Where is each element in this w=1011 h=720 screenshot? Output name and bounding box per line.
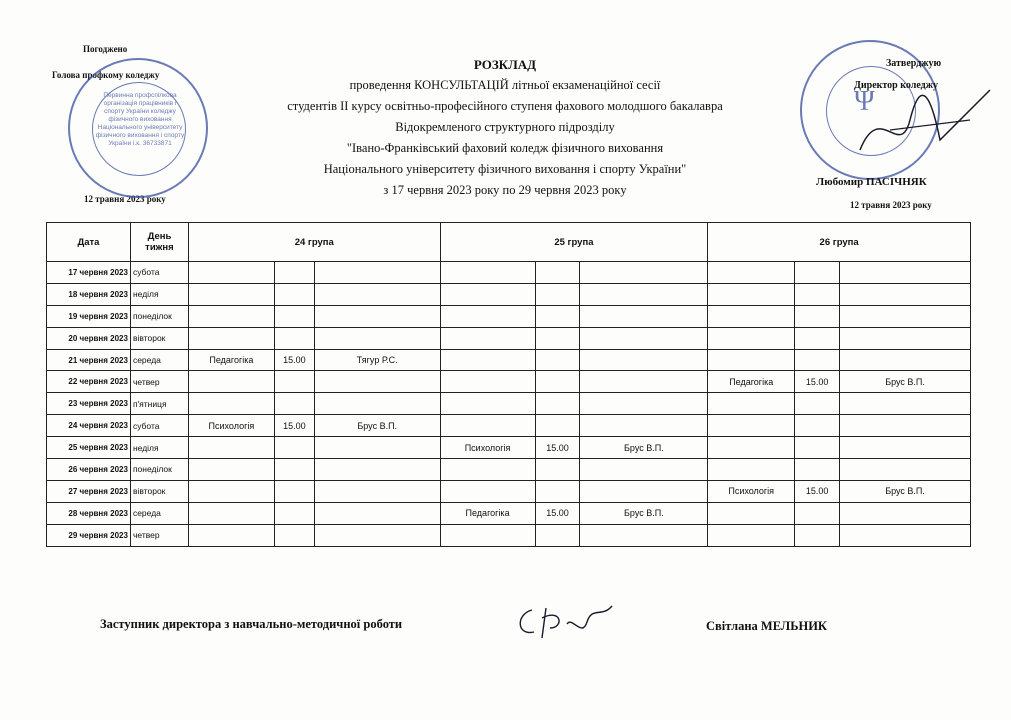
- table-row: [47, 305, 971, 327]
- group-25-subject-cell: Психологія: [440, 437, 535, 459]
- date-cell: 18 червня 2023: [47, 283, 131, 305]
- date-cell: 23 червня 2023: [47, 393, 131, 415]
- group-25-subject-cell: [440, 283, 535, 305]
- group-24-subject-cell: [188, 305, 274, 327]
- day-cell: п'ятниця: [130, 393, 188, 415]
- approval-left-date: 12 травня 2023 року: [84, 194, 166, 204]
- date-cell: 28 червня 2023: [47, 502, 131, 524]
- group-26-header: 26 група: [708, 223, 971, 262]
- group-25-teacher-cell: [580, 283, 708, 305]
- group-25-teacher-cell: [580, 415, 708, 437]
- table-row: [47, 437, 971, 459]
- group-24-teacher-cell: [314, 371, 440, 393]
- table-row: [47, 327, 971, 349]
- deputy-signature: [512, 598, 622, 648]
- group-24-time-cell: [274, 262, 314, 284]
- document-header: [260, 54, 750, 201]
- group-26-teacher-cell: [840, 524, 971, 546]
- approval-right-name: Любомир ПАСІЧНЯК: [816, 176, 927, 188]
- group-26-teacher-cell: Брус В.П.: [840, 480, 971, 502]
- group-26-time-cell: [795, 393, 840, 415]
- group-24-teacher-cell: [314, 283, 440, 305]
- group-26-subject-cell: [708, 459, 795, 481]
- group-25-teacher-cell: Брус В.П.: [580, 502, 708, 524]
- group-24-time-cell: 15.00: [274, 415, 314, 437]
- group-26-time-cell: [795, 349, 840, 371]
- group-24-time-cell: [274, 480, 314, 502]
- group-26-time-cell: [795, 524, 840, 546]
- day-cell: понеділок: [130, 305, 188, 327]
- group-24-time-cell: [274, 502, 314, 524]
- table-header-row: [47, 223, 971, 262]
- group-24-teacher-cell: [314, 327, 440, 349]
- group-24-teacher-cell: [314, 459, 440, 481]
- group-25-subject-cell: [440, 524, 535, 546]
- group-26-teacher-cell: [840, 437, 971, 459]
- group-26-time-cell: 15.00: [795, 480, 840, 502]
- group-25-teacher-cell: [580, 393, 708, 415]
- group-25-subject-cell: [440, 371, 535, 393]
- group-25-subject-cell: [440, 415, 535, 437]
- footer-position: Заступник директора з навчально-методичної роботи: [100, 617, 403, 631]
- date-cell: 24 червня 2023: [47, 415, 131, 437]
- group-24-subject-cell: [188, 327, 274, 349]
- group-24-teacher-cell: [314, 437, 440, 459]
- day-cell: неділя: [130, 437, 188, 459]
- schedule-table: [46, 222, 971, 547]
- group-26-teacher-cell: [840, 262, 971, 284]
- group-24-subject-cell: [188, 283, 274, 305]
- col-date-header: Дата: [47, 223, 131, 262]
- date-cell: 21 червня 2023: [47, 349, 131, 371]
- group-25-time-cell: [535, 524, 580, 546]
- group-24-header: 24 група: [188, 223, 440, 262]
- day-cell: вівторок: [130, 480, 188, 502]
- director-signature: [850, 80, 1000, 170]
- group-24-teacher-cell: [314, 502, 440, 524]
- group-26-teacher-cell: [840, 283, 971, 305]
- group-24-subject-cell: [188, 437, 274, 459]
- date-cell: 29 червня 2023: [47, 524, 131, 546]
- group-26-time-cell: [795, 459, 840, 481]
- group-25-time-cell: [535, 349, 580, 371]
- day-cell: середа: [130, 349, 188, 371]
- group-26-teacher-cell: [840, 415, 971, 437]
- group-26-subject-cell: [708, 283, 795, 305]
- date-cell: 19 червня 2023: [47, 305, 131, 327]
- group-24-subject-cell: [188, 371, 274, 393]
- group-24-time-cell: [274, 437, 314, 459]
- header-line-4: "Івано-Франківський фаховий коледж фізичного виховання: [346, 141, 664, 155]
- day-cell: понеділок: [130, 459, 188, 481]
- group-26-time-cell: 15.00: [795, 371, 840, 393]
- group-25-teacher-cell: [580, 305, 708, 327]
- group-26-subject-cell: [708, 415, 795, 437]
- group-25-teacher-cell: [580, 349, 708, 371]
- group-26-subject-cell: [708, 393, 795, 415]
- date-cell: 22 червня 2023: [47, 371, 131, 393]
- group-25-teacher-cell: [580, 480, 708, 502]
- group-25-time-cell: [535, 262, 580, 284]
- table-row: [47, 371, 971, 393]
- table-row: [47, 393, 971, 415]
- table-row: [47, 524, 971, 546]
- group-24-time-cell: [274, 305, 314, 327]
- group-26-subject-cell: Психологія: [708, 480, 795, 502]
- group-25-time-cell: [535, 327, 580, 349]
- group-26-subject-cell: [708, 349, 795, 371]
- day-cell: неділя: [130, 283, 188, 305]
- date-cell: 20 червня 2023: [47, 327, 131, 349]
- group-25-subject-cell: [440, 349, 535, 371]
- group-24-time-cell: [274, 459, 314, 481]
- table-row: [47, 415, 971, 437]
- group-25-time-cell: [535, 393, 580, 415]
- group-26-time-cell: [795, 437, 840, 459]
- group-24-time-cell: [274, 283, 314, 305]
- group-24-subject-cell: Педагогіка: [188, 349, 274, 371]
- group-25-subject-cell: Педагогіка: [440, 502, 535, 524]
- group-26-subject-cell: [708, 327, 795, 349]
- group-25-teacher-cell: [580, 327, 708, 349]
- group-25-teacher-cell: [580, 524, 708, 546]
- approval-right-label: Затверджую: [886, 58, 942, 69]
- group-25-teacher-cell: [580, 459, 708, 481]
- approval-left-label: Погоджено: [83, 44, 128, 54]
- group-24-subject-cell: [188, 480, 274, 502]
- group-26-time-cell: [795, 415, 840, 437]
- group-26-subject-cell: [708, 437, 795, 459]
- group-24-teacher-cell: [314, 393, 440, 415]
- col-day-header: День тижня: [130, 223, 188, 262]
- table-row: [47, 459, 971, 481]
- group-26-teacher-cell: [840, 327, 971, 349]
- group-24-subject-cell: [188, 459, 274, 481]
- approval-right-title: Директор коледжу: [854, 80, 938, 91]
- footer-name: Світлана МЕЛЬНИК: [706, 619, 827, 633]
- group-24-teacher-cell: Брус В.П.: [314, 415, 440, 437]
- group-24-teacher-cell: [314, 262, 440, 284]
- group-25-time-cell: 15.00: [535, 502, 580, 524]
- group-26-subject-cell: [708, 524, 795, 546]
- trident-icon: Ψ: [854, 86, 875, 117]
- group-24-time-cell: [274, 371, 314, 393]
- group-25-subject-cell: [440, 305, 535, 327]
- group-24-teacher-cell: Тягур Р.С.: [314, 349, 440, 371]
- group-26-subject-cell: [708, 305, 795, 327]
- group-25-teacher-cell: Брус В.П.: [580, 437, 708, 459]
- group-26-time-cell: [795, 327, 840, 349]
- group-25-time-cell: [535, 415, 580, 437]
- group-26-teacher-cell: [840, 459, 971, 481]
- group-24-subject-cell: Психологія: [188, 415, 274, 437]
- date-cell: 17 червня 2023: [47, 262, 131, 284]
- group-26-teacher-cell: [840, 393, 971, 415]
- day-cell: вівторок: [130, 327, 188, 349]
- group-25-teacher-cell: [580, 262, 708, 284]
- group-24-subject-cell: [188, 502, 274, 524]
- document-title: РОЗКЛАД: [473, 57, 537, 72]
- group-26-teacher-cell: Брус В.П.: [840, 371, 971, 393]
- header-line-3: Відокремленого структурного підрозділу: [395, 120, 615, 134]
- group-24-teacher-cell: [314, 524, 440, 546]
- header-line-1: проведення КОНСУЛЬТАЦІЙ літньої екзаменаційної сесії: [349, 78, 661, 92]
- group-25-time-cell: [535, 283, 580, 305]
- group-26-teacher-cell: [840, 305, 971, 327]
- group-24-time-cell: [274, 524, 314, 546]
- group-25-subject-cell: [440, 480, 535, 502]
- group-26-subject-cell: Педагогіка: [708, 371, 795, 393]
- group-25-time-cell: [535, 480, 580, 502]
- date-cell: 27 червня 2023: [47, 480, 131, 502]
- day-cell: субота: [130, 415, 188, 437]
- union-stamp: [68, 58, 208, 198]
- group-25-teacher-cell: [580, 371, 708, 393]
- group-25-subject-cell: [440, 459, 535, 481]
- group-25-subject-cell: [440, 327, 535, 349]
- day-cell: четвер: [130, 524, 188, 546]
- group-25-time-cell: 15.00: [535, 437, 580, 459]
- group-25-time-cell: [535, 459, 580, 481]
- header-line-2: студентів ІІ курсу освітньо-професійного ступеня фахового молодшого бакалавра: [287, 99, 723, 113]
- group-26-teacher-cell: [840, 349, 971, 371]
- day-cell: субота: [130, 262, 188, 284]
- day-cell: середа: [130, 502, 188, 524]
- group-24-subject-cell: [188, 262, 274, 284]
- date-cell: 25 червня 2023: [47, 437, 131, 459]
- table-row: [47, 283, 971, 305]
- table-row: [47, 349, 971, 371]
- approval-right-date: 12 травня 2023 року: [850, 200, 932, 210]
- group-25-time-cell: [535, 305, 580, 327]
- group-26-subject-cell: [708, 502, 795, 524]
- group-24-subject-cell: [188, 524, 274, 546]
- group-24-time-cell: [274, 327, 314, 349]
- day-cell: четвер: [130, 371, 188, 393]
- group-24-time-cell: [274, 393, 314, 415]
- table-row: [47, 262, 971, 284]
- group-24-time-cell: 15.00: [274, 349, 314, 371]
- header-line-6: з 17 червня 2023 року по 29 червня 2023 року: [383, 183, 627, 197]
- union-stamp-text: Первинна профспілкова організація працівників і спорту України коледжу фізичного виховання Національного університету фізичного виховання і спорту України і.к. 36733871: [95, 92, 185, 147]
- group-26-teacher-cell: [840, 502, 971, 524]
- group-24-subject-cell: [188, 393, 274, 415]
- group-25-header: 25 група: [440, 223, 708, 262]
- group-25-time-cell: [535, 371, 580, 393]
- group-26-time-cell: [795, 283, 840, 305]
- header-line-5: Національного університету фізичного виховання і спорту України": [323, 162, 687, 176]
- group-25-subject-cell: [440, 262, 535, 284]
- date-cell: 26 червня 2023: [47, 459, 131, 481]
- group-26-time-cell: [795, 502, 840, 524]
- group-26-time-cell: [795, 262, 840, 284]
- group-26-subject-cell: [708, 262, 795, 284]
- group-26-time-cell: [795, 305, 840, 327]
- table-row: [47, 502, 971, 524]
- table-row: [47, 480, 971, 502]
- group-24-teacher-cell: [314, 480, 440, 502]
- group-25-subject-cell: [440, 393, 535, 415]
- approval-left-title: Голова профкому коледжу: [52, 70, 160, 80]
- group-24-teacher-cell: [314, 305, 440, 327]
